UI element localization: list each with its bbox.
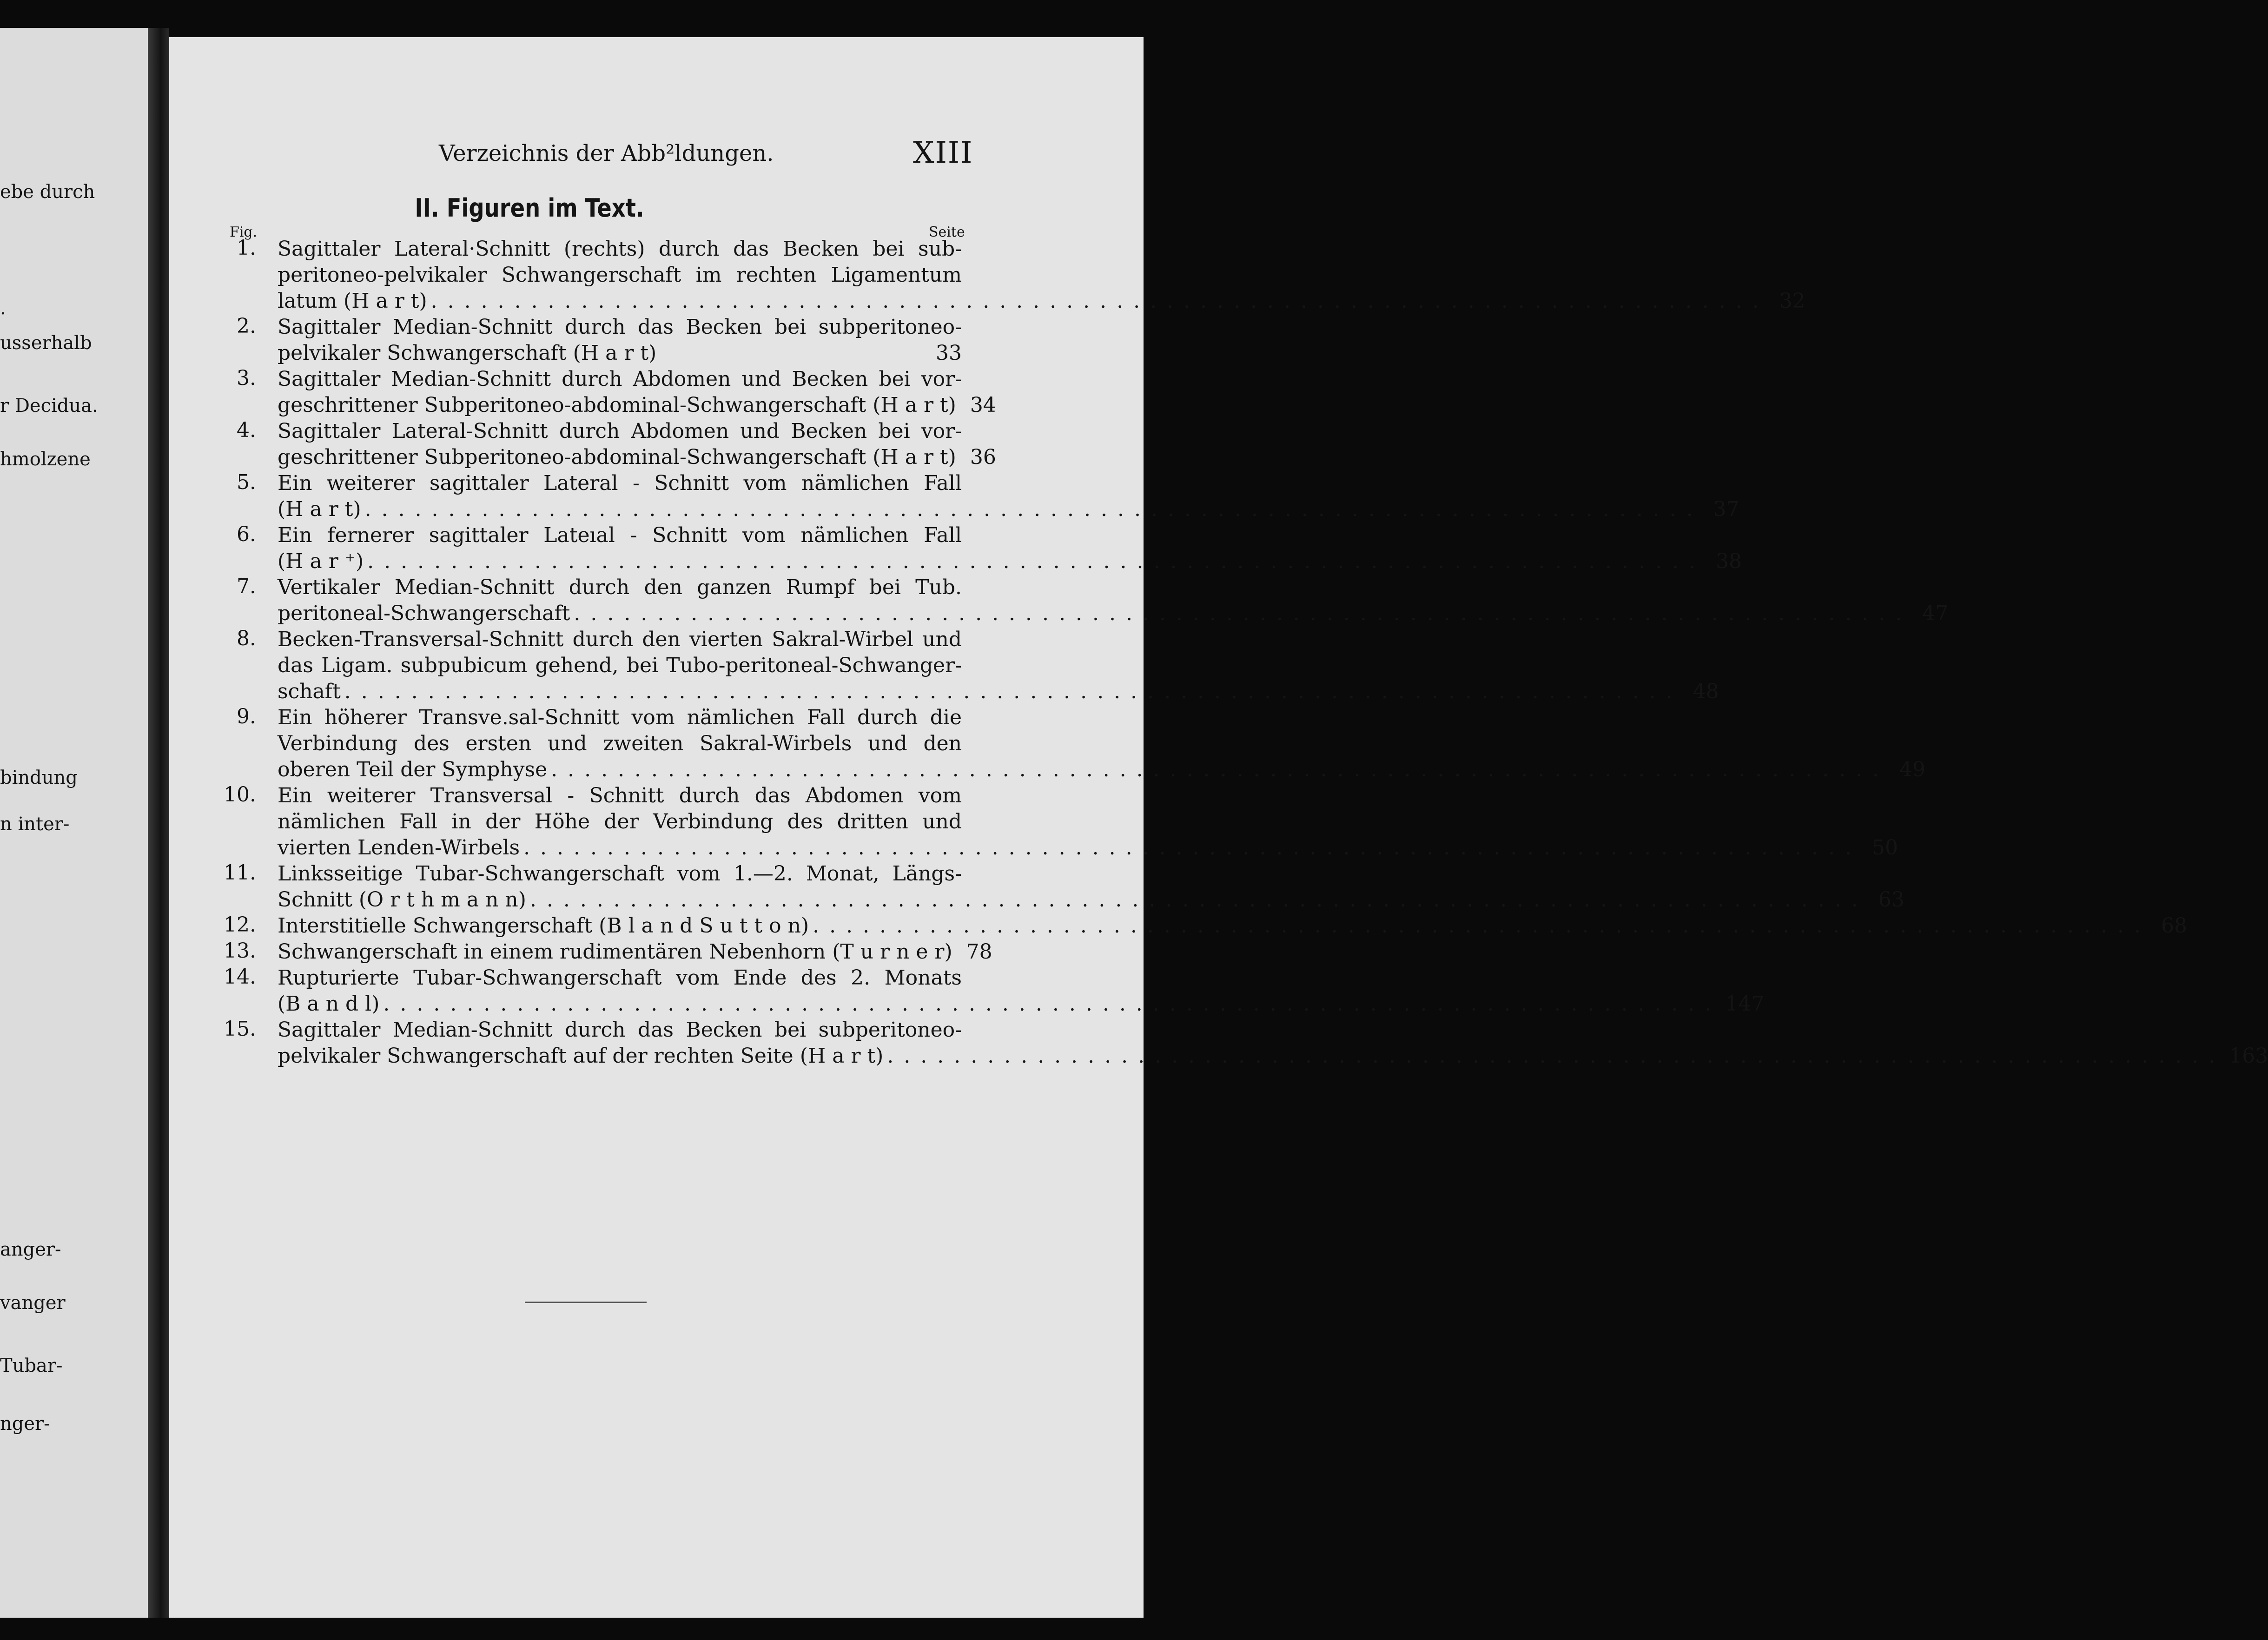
figure-caption-text: (H a r ⁺)	[278, 549, 364, 573]
figure-caption-text: (H a r t)	[278, 497, 361, 521]
figure-number: 12.	[224, 913, 256, 937]
dot-leader: ................................................................................	[813, 914, 2151, 938]
previous-page-line: ebe durch	[0, 181, 95, 203]
figure-entry	[213, 575, 1949, 627]
figure-caption-line: Vertikaler Median-Schnitt durch den ganzen Rumpf bei Tub.	[278, 575, 962, 599]
previous-page-line: hmolzene	[0, 449, 91, 470]
figure-caption-text: (B a n d l)	[278, 992, 380, 1016]
figure-caption-text: geschrittener Subperitoneo-abdominal-Schwangerschaft (H a r t)	[278, 393, 956, 417]
figure-caption-last-line	[213, 496, 1739, 522]
figure-caption-line: Linksseitige Tubar-Schwangerschaft vom 1.—2. Monat, Längs-	[278, 862, 962, 886]
dot-leader: ................................................................................	[367, 549, 1706, 573]
figure-page-number: 34	[970, 393, 996, 417]
figure-caption-line: Sagittaler Median-Schnitt durch das Becken bei subperitoneo-	[278, 1018, 962, 1042]
dot-leader: ................................................................................	[430, 289, 1769, 313]
figure-entry	[213, 470, 1739, 522]
fig-column-heading: Fig.	[230, 224, 258, 240]
figure-number: 6.	[237, 522, 256, 546]
figure-number: 1.	[237, 236, 256, 260]
figure-number: 11.	[224, 861, 256, 885]
figure-caption-last-line	[213, 288, 1805, 314]
previous-page-line: nger-	[0, 1413, 50, 1435]
figure-caption-line: Sagittaler Lateral-Schnitt durch Abdomen und Becken bei vor-	[278, 419, 962, 443]
figure-caption-text: Schwangerschaft in einem rudimentären Nebenhorn (T u r n e r)	[278, 940, 952, 964]
figure-caption-line: Sagittaler Median-Schnitt durch Abdomen und Becken bei vor-	[278, 367, 962, 391]
figure-caption-last-line	[213, 757, 1926, 783]
figure-caption-last-line	[213, 835, 1898, 861]
figure-page-number: 48	[1693, 680, 1719, 703]
figure-number: 7.	[237, 575, 256, 598]
dot-leader: ................................................................................	[529, 888, 1868, 912]
previous-page-line: n inter-	[0, 813, 70, 835]
figure-page-number: 50	[1871, 836, 1898, 860]
figure-page-number: 63	[1878, 888, 1904, 912]
figure-caption-line: Ein weiterer Transversal - Schnitt durch das Abdomen vom	[278, 784, 962, 807]
figure-number: 9.	[237, 705, 256, 728]
figure-number: 15.	[224, 1017, 256, 1041]
figure-caption-text: latum (H a r t)	[278, 289, 427, 313]
figure-entry	[213, 783, 1898, 861]
previous-page-line: usserhalb	[0, 332, 92, 354]
figure-page-number: 33	[936, 341, 962, 365]
figure-page-number: 163	[2229, 1044, 2268, 1068]
book-page	[169, 37, 2268, 1618]
dot-leader: ................................................................................	[523, 836, 1862, 860]
page-number: XIII	[913, 136, 973, 170]
figure-number: 8.	[237, 627, 256, 650]
figure-number: 14.	[224, 965, 256, 989]
end-rule	[525, 1302, 647, 1303]
figure-number: 5.	[237, 470, 256, 494]
figure-caption-last-line	[213, 340, 962, 366]
figure-caption-text: Interstitielle Schwangerschaft (B l a n d S u t t o n)	[278, 914, 809, 938]
figure-caption-last-line	[213, 1043, 2268, 1069]
previous-page-line: Tubar-	[0, 1355, 63, 1376]
dot-leader: ................................................................................	[574, 602, 1912, 625]
figure-entry	[213, 861, 1904, 913]
figure-caption-line: Verbindung des ersten und zweiten Sakral-Wirbels und den	[278, 732, 962, 755]
figure-entry	[213, 314, 962, 366]
dot-leader: ................................................................................	[364, 497, 1703, 521]
figure-caption-text: pelvikaler Schwangerschaft auf der rechten Seite (H a r t)	[278, 1044, 884, 1068]
figure-caption-text: peritoneal-Schwangerschaft	[278, 602, 570, 625]
figure-page-number: 147	[1725, 992, 1765, 1016]
figure-page-number: 37	[1713, 497, 1739, 521]
figure-page-number: 36	[970, 445, 996, 469]
figure-caption-last-line	[213, 913, 2188, 939]
figure-caption-last-line	[213, 392, 996, 418]
figure-caption-line: Ein weiterer sagittaler Lateral - Schnitt vom nämlichen Fall	[278, 471, 962, 495]
figure-caption-last-line	[213, 887, 1904, 913]
figure-caption-line: Sagittaler Median-Schnitt durch das Becken bei subperitoneo-	[278, 315, 962, 339]
figure-caption-text: oberen Teil der Symphyse	[278, 758, 548, 781]
figure-caption-text: vierten Lenden-Wirbels	[278, 836, 520, 860]
previous-page-line: anger-	[0, 1239, 61, 1260]
figure-number: 4.	[237, 418, 256, 442]
figure-caption-last-line	[213, 939, 992, 965]
previous-page-line: bindung	[0, 767, 78, 788]
figure-caption-text: schaft	[278, 680, 341, 703]
figure-caption-line: nämlichen Fall in der Höhe der Verbindung des dritten und	[278, 810, 962, 833]
dot-leader: ................................................................................	[551, 758, 1890, 781]
dot-leader: ................................................................................	[344, 680, 1683, 703]
figure-entry	[213, 705, 1926, 783]
figure-page-number: 32	[1779, 289, 1805, 313]
figure-caption-last-line	[213, 991, 1765, 1017]
figure-number: 3.	[237, 366, 256, 390]
previous-page-line: .	[0, 298, 6, 319]
dot-leader: ................................................................................	[887, 1044, 2226, 1068]
figure-entry	[213, 965, 1765, 1017]
previous-page-line: vanger	[0, 1292, 66, 1314]
previous-page-sliver	[0, 28, 152, 1618]
figure-entry	[213, 418, 996, 470]
running-head: Verzeichnis der Abb²ldungen.	[439, 140, 774, 166]
page-column-heading: Seite	[929, 224, 965, 240]
section-title: II. Figuren im Text.	[415, 193, 644, 223]
figure-page-number: 68	[2161, 914, 2188, 938]
figure-caption-line: Ein höherer Transve.sal-Schnitt vom nämlichen Fall durch die	[278, 706, 962, 729]
figure-entry	[213, 627, 1719, 705]
figure-entry	[213, 1017, 2268, 1069]
previous-page-line: r Decidua.	[0, 395, 98, 417]
figure-caption-line: Rupturierte Tubar-Schwangerschaft vom Ende des 2. Monats	[278, 966, 962, 990]
figure-list	[213, 236, 2268, 1069]
figure-entry	[213, 236, 1805, 314]
dot-leader: ................................................................................	[383, 992, 1722, 1016]
figure-caption-line: Becken-Transversal-Schnitt durch den vierten Sakral-Wirbel und	[278, 628, 962, 651]
figure-caption-last-line	[213, 679, 1719, 705]
figure-entry	[213, 913, 2188, 939]
figure-entry	[213, 522, 1742, 575]
book-gutter	[148, 28, 169, 1618]
figure-number: 2.	[237, 314, 256, 338]
figure-caption-text: pelvikaler Schwangerschaft (H a r t)	[278, 341, 657, 365]
figure-caption-last-line	[213, 549, 1742, 575]
figure-entry	[213, 366, 996, 418]
figure-number: 13.	[224, 939, 256, 963]
figure-caption-text: geschrittener Subperitoneo-abdominal-Schwangerschaft (H a r t)	[278, 445, 956, 469]
figure-caption-last-line	[213, 601, 1949, 627]
figure-page-number: 49	[1899, 758, 1926, 781]
figure-caption-line: peritoneo-pelvikaler Schwangerschaft im rechten Ligamentum	[278, 263, 962, 287]
figure-caption-line: Ein fernerer sagittaler Lateıal - Schnitt vom nämlichen Fall	[278, 523, 962, 547]
figure-page-number: 78	[966, 940, 992, 964]
figure-page-number: 47	[1922, 602, 1949, 625]
figure-caption-line: Sagittaler Lateral·Schnitt (rechts) durch das Becken bei sub-	[278, 237, 962, 261]
figure-caption-last-line	[213, 444, 996, 470]
figure-caption-text: Schnitt (O r t h m a n n)	[278, 888, 526, 912]
figure-page-number: 38	[1716, 549, 1742, 573]
figure-entry	[213, 939, 992, 965]
figure-caption-line: das Ligam. subpubicum gehend, bei Tubo-peritoneal-Schwanger-	[278, 654, 962, 677]
figure-number: 10.	[224, 783, 256, 807]
